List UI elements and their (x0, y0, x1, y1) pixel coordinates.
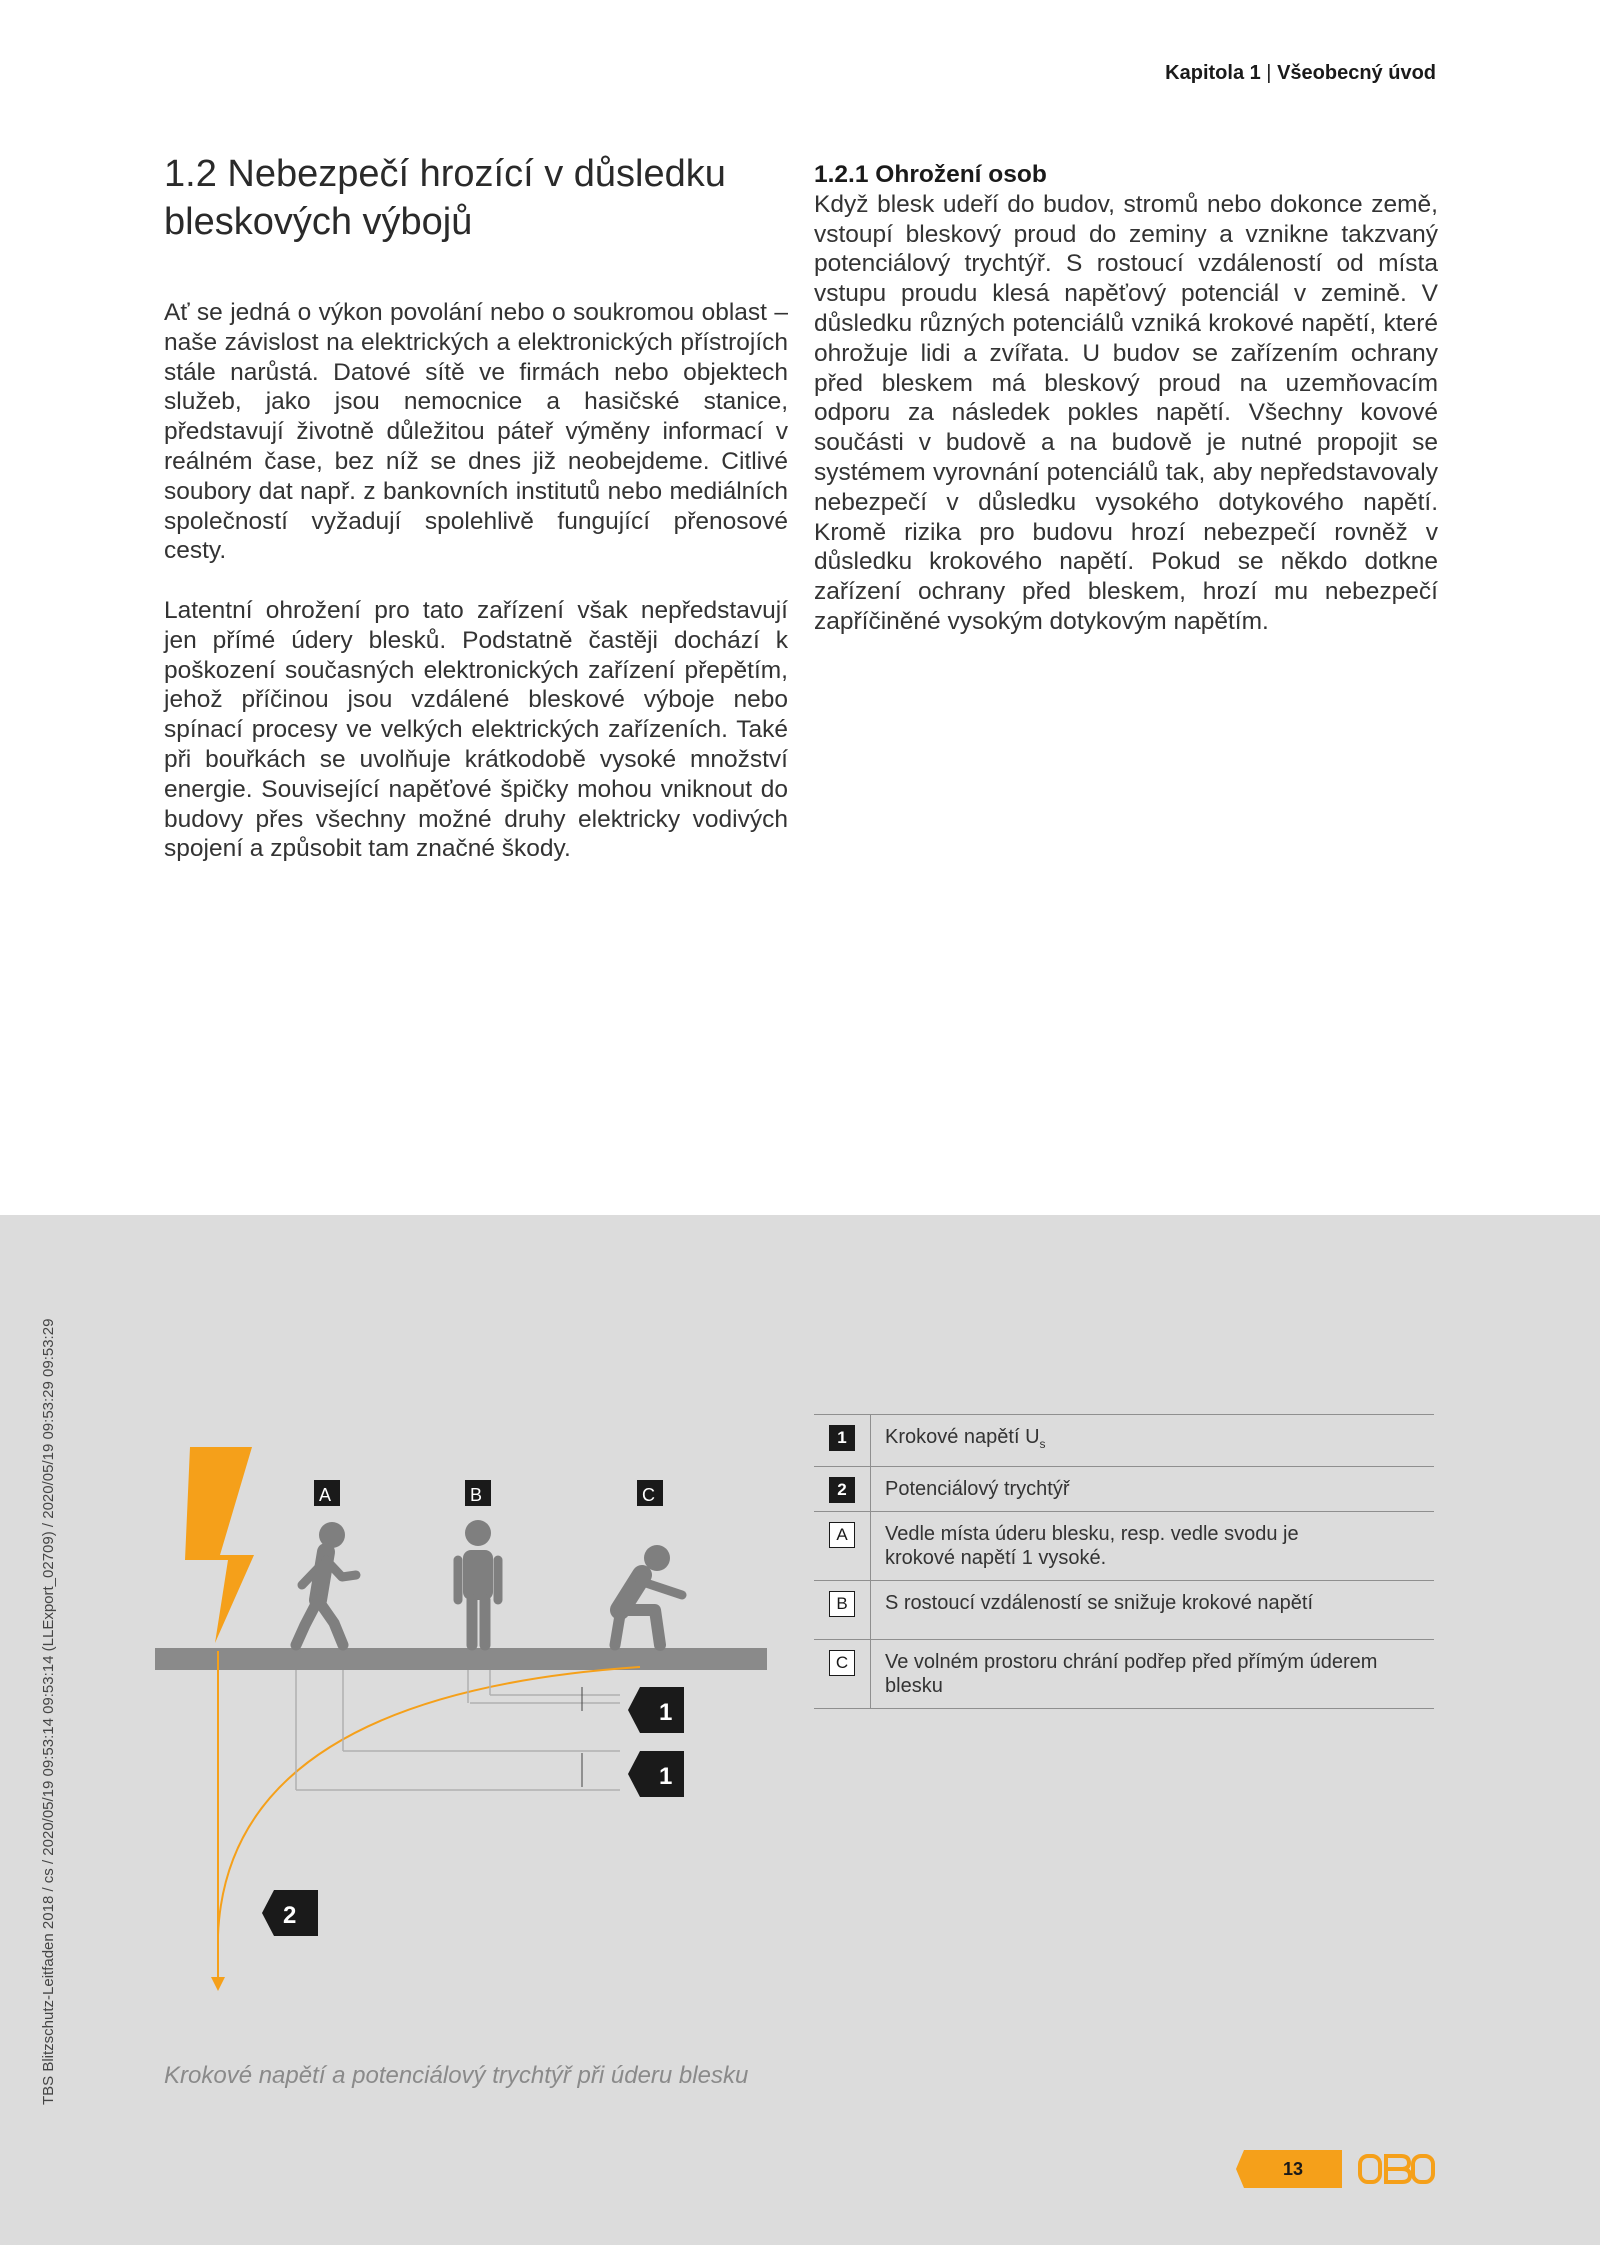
lightning-bolt-icon (185, 1447, 254, 1643)
marker-1b-label: 1 (659, 1763, 673, 1790)
section-label: Všeobecný úvod (1277, 62, 1436, 84)
legend-row (814, 1580, 1434, 1639)
paragraph-2: Latentní ohrožení pro tato zařízení však nepředstavují jen přímé údery blesků. Podstatně častěji dochází k poškození současných elektronických zařízení přepětím, jehož příčinou jsou vzdálené bleskové výboje nebo spínací procesy ve velkých elektrických zařízeních. Také při bouřkách se uvolňuje krátkodobě vysoké množství energie. Související napěťové špičky mohou vniknout do budovy přes všechny možné druhy elektricky vodivých spojení a způsobit tam značné škody. (164, 596, 788, 863)
legend-sub-1: s (1039, 1437, 1046, 1451)
label-a-text: A (319, 1485, 332, 1505)
side-metadata-text: TBS Blitzschutz-Leitfaden 2018 / cs / 2020/05/19 09:53:14 09:53:14 (LLExport_02709) / 2020/05/19 09:53:29 09:53:29 (40, 1318, 57, 2105)
title-line-2: bleskových výbojů (164, 201, 473, 243)
page-number: 13 (1282, 2159, 1304, 2179)
paragraph-1: Ať se jedná o výkon povolání nebo o soukromou oblast – naše závislost na elektrických a elektronických přístrojích stále narůstá. Datové sítě ve firmách nebo objektech služeb, jako jsou nemocnice a hasičské stanice, představují životně důležitou páteř výměny informací v reálném čase, bez níž se dnes již neobejdeme. Citlivé soubory dat např. z bankovních institutů nebo mediálních společností vyžadují spolehlivě fungující přenosové cesty. (164, 299, 788, 565)
legend-text-a: Vedle místa úderu blesku, resp. vedle svodu je krokové napětí 1 vysoké. (885, 1523, 1299, 1569)
label-b (465, 1480, 491, 1506)
figure-caption: Krokové napětí a potenciálový trychtýř při úderu blesku (164, 2062, 749, 2089)
paragraph-3: Když blesk udeří do budov, stromů nebo dokonce země, vstoupí bleskový proud do zeminy a vznikne takzvaný potenciálový trychtýř. S rostoucí vzdáleností od místa vstupu proudu klesá napěťový potenciál v zemině. V důsledku různých potenciálů vzniká krokové napětí, které ohrožuje lidi a zvířata. U budov se zařízením ochrany před bleskem má bleskový proud na uzemňovacím odporu za následek pokles napětí. Všechny kovové součásti v budově a na budově je nutné propojit se systémem vyrovnání potenciálů tak, aby nepředstavovaly nebezpečí v důsledku vysokého dotykového napětí. Kromě rizika pro budovu hrozí nebezpečí rovněž v důsledku krokového napětí. Pokud se někdo dotkne zařízení ochrany před bleskem, hrozí mu nebezpečí zapříčiněné vysokým dotykovým napětím. (814, 190, 1438, 635)
marker-2 (262, 1890, 318, 1936)
marker-2-label: 2 (283, 1902, 297, 1929)
legend-text-c: Ve volném prostoru chrání podřep před přímým úderem blesku (885, 1651, 1378, 1697)
title-line-1: 1.2 Nebezpečí hrozící v důsledku (164, 153, 726, 195)
marker-1a-label: 1 (659, 1699, 673, 1726)
legend-key-c: C (829, 1650, 855, 1676)
left-column (164, 150, 788, 894)
legend-text-1: Krokové napětí U (885, 1426, 1040, 1448)
marker-1a (628, 1687, 684, 1733)
label-c (637, 1480, 663, 1506)
label-b-text: B (470, 1485, 483, 1505)
legend-key-1: 1 (829, 1425, 855, 1451)
guide-lines (296, 1670, 620, 1790)
crouching-person-icon (615, 1545, 682, 1645)
chapter-header (1165, 62, 1436, 85)
section-title (164, 150, 788, 246)
obo-logo-text: OBO (1357, 2150, 1360, 2151)
legend-row (814, 1511, 1434, 1580)
standing-person-icon (458, 1520, 498, 1645)
label-c-text: C (642, 1485, 655, 1505)
legend-text-b: S rostoucí vzdáleností se snižuje krokové napětí (885, 1592, 1314, 1614)
legend-key-a: A (829, 1522, 855, 1548)
right-column (814, 160, 1438, 667)
chapter-label: Kapitola 1 (1165, 62, 1261, 84)
marker-1b (628, 1751, 684, 1797)
legend-row (814, 1466, 1434, 1511)
arrow-down-icon (211, 1977, 225, 1991)
subsection-title: 1.2.1 Ohrožení osob (814, 161, 1047, 188)
diagram-legend (814, 1414, 1434, 1709)
header-separator: | (1260, 62, 1278, 84)
legend-text-2: Potenciálový trychtýř (885, 1478, 1070, 1500)
walking-person-icon (296, 1522, 356, 1645)
legend-key-b: B (829, 1591, 855, 1617)
obo-logo (1357, 2150, 1435, 2188)
legend-key-2: 2 (829, 1477, 855, 1503)
legend-row (814, 1414, 1434, 1466)
step-voltage-diagram (0, 1215, 1600, 2245)
legend-row (814, 1639, 1434, 1709)
ground-bar (155, 1648, 767, 1670)
label-a (314, 1480, 340, 1506)
